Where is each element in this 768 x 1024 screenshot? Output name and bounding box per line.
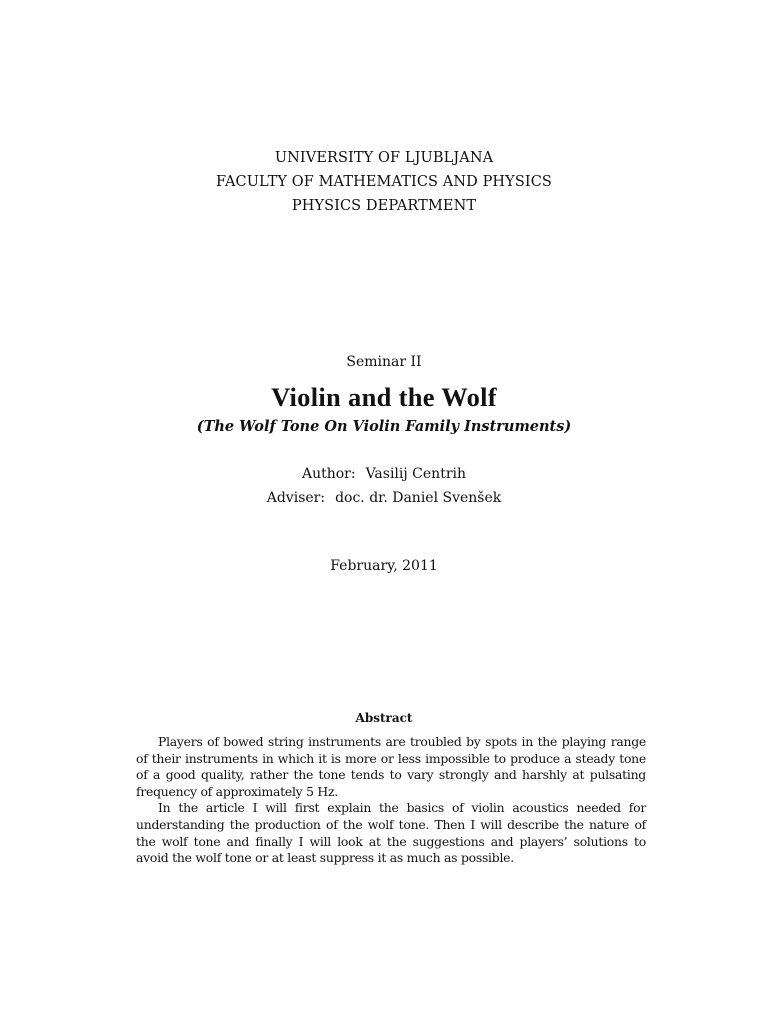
faculty-name: FACULTY OF MATHEMATICS AND PHYSICS <box>216 174 552 190</box>
adviser-name: doc. dr. Daniel Svenšek <box>335 490 502 506</box>
author-name: Vasilij Centrih <box>365 466 466 482</box>
department-name: PHYSICS DEPARTMENT <box>291 198 477 214</box>
author-row <box>0 462 768 486</box>
adviser-label: Adviser: <box>266 490 326 506</box>
abstract-heading: Abstract <box>355 711 413 725</box>
abstract-body <box>136 734 646 867</box>
paper-title: Violin and the Wolf <box>271 382 497 412</box>
seminar-label: Seminar II <box>346 354 422 370</box>
author-label: Author: <box>301 466 356 482</box>
paper-subtitle: (The Wolf Tone On Violin Family Instruments) <box>196 418 572 435</box>
author-block <box>0 462 768 510</box>
institution-block <box>0 146 768 218</box>
university-name: UNIVERSITY OF LJUBLJANA <box>274 150 494 166</box>
abstract-paragraph: In the article I will first explain the basics of violin acoustics needed for understanding the production of the wolf tone. Then I will describe the nature of the wolf tone and finally I will look at the suggestions and players’ solutions to avoid the wolf tone or at least suppress it as much as possible. <box>136 800 646 866</box>
adviser-row <box>0 486 768 510</box>
publication-date: February, 2011 <box>330 558 438 574</box>
abstract-paragraph: Players of bowed string instruments are troubled by spots in the playing range of their instruments in which it is more or less impossible to produce a steady tone of a good quality, rather the tone tends to vary strongly and harshly at pulsating frequency of approximately 5 Hz. <box>136 734 646 799</box>
